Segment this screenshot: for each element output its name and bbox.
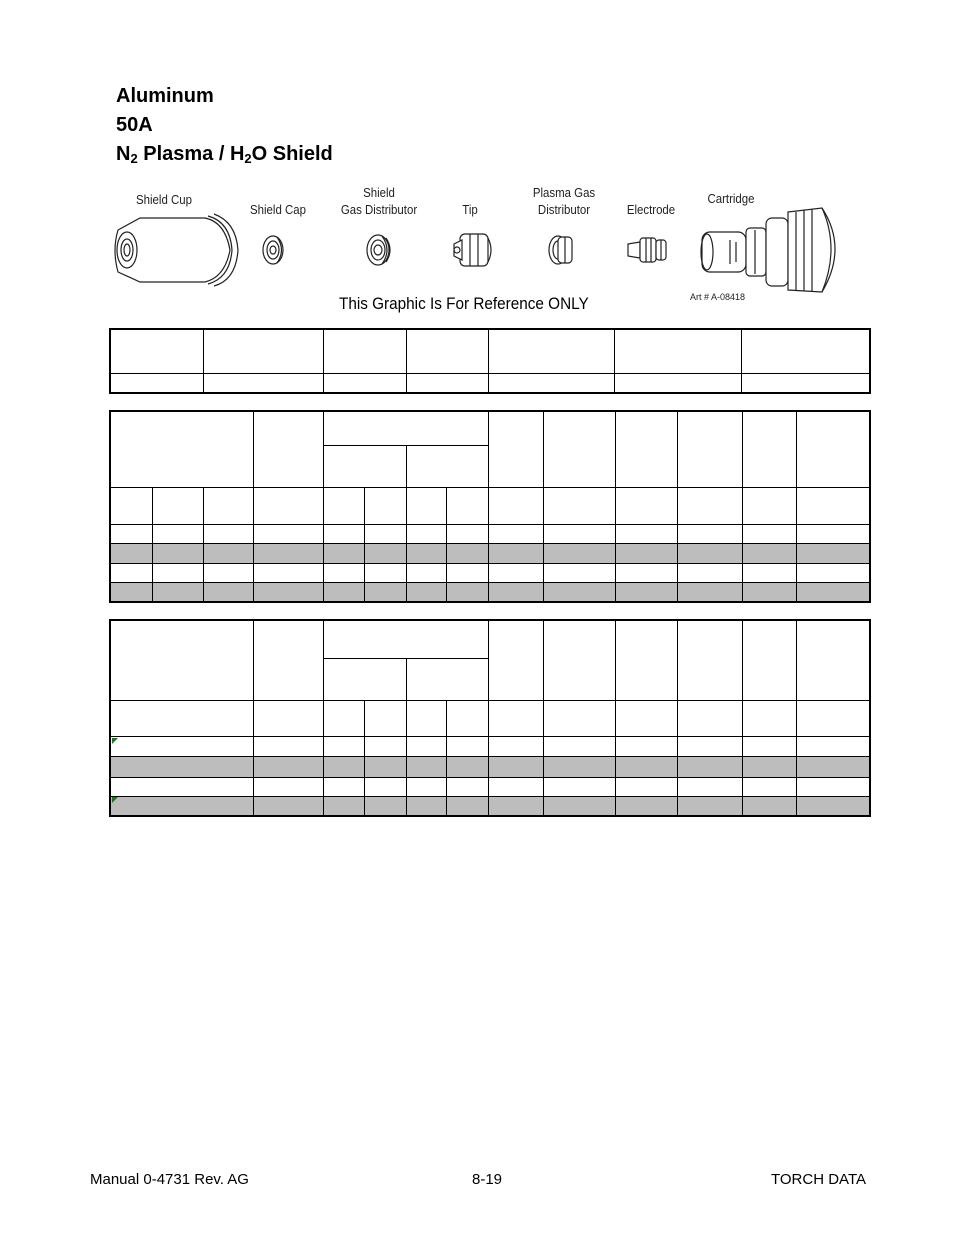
cut-parameters-table-2 — [110, 620, 870, 816]
table-row — [111, 777, 870, 796]
table-row — [111, 330, 870, 374]
label-tip: Tip — [462, 202, 478, 217]
table-row — [111, 543, 870, 563]
table-row — [111, 524, 870, 543]
consumables-table — [110, 329, 870, 393]
parts-illustration — [110, 182, 870, 307]
reference-note: This Graphic Is For Reference ONLY — [339, 294, 589, 313]
parts-graphic — [110, 182, 870, 307]
table-row — [111, 373, 870, 392]
label-cartridge: Cartridge — [707, 191, 755, 206]
footer-manual: Manual 0-4731 Rev. AG — [90, 1171, 249, 1188]
table-header-row — [111, 621, 870, 659]
label-electrode: Electrode — [626, 202, 676, 217]
footer-section: TORCH DATA — [771, 1171, 867, 1188]
title-material: Aluminum — [116, 85, 214, 107]
shield-cap-icon — [263, 236, 283, 264]
label-plasma-gas-distributor: Plasma Gas Distributor — [532, 185, 596, 217]
table-row — [111, 796, 870, 815]
cut-parameters-table-1 — [110, 411, 870, 602]
table-row — [111, 582, 870, 601]
title-current: 50A — [116, 114, 153, 136]
tip-icon — [454, 234, 491, 266]
table-header-row — [111, 700, 870, 736]
label-shield-gas-distributor: Shield Gas Distributor — [340, 185, 418, 217]
shield-cup-icon — [115, 214, 238, 286]
plasma-gas-distributor-icon — [549, 236, 572, 264]
table-row — [111, 757, 870, 777]
page-title — [116, 82, 333, 173]
label-shield-cap: Shield Cap — [250, 202, 306, 217]
electrode-icon — [628, 238, 666, 262]
table-row — [111, 737, 870, 757]
table-row — [111, 563, 870, 582]
cartridge-icon — [701, 208, 835, 292]
footer-page-number: 8-19 — [472, 1171, 503, 1188]
cell-marker-icon — [112, 797, 118, 803]
table-header-row — [111, 412, 870, 446]
table-header-row — [111, 488, 870, 524]
title-gas: $N_2$ Plasma / $H_2O$ Shield — [116, 143, 333, 166]
cell-marker-icon — [112, 738, 118, 744]
label-shield-cup: Shield Cup — [136, 192, 192, 207]
art-number: Art # A-08418 — [690, 292, 746, 302]
shield-gas-distributor-icon — [367, 235, 390, 265]
